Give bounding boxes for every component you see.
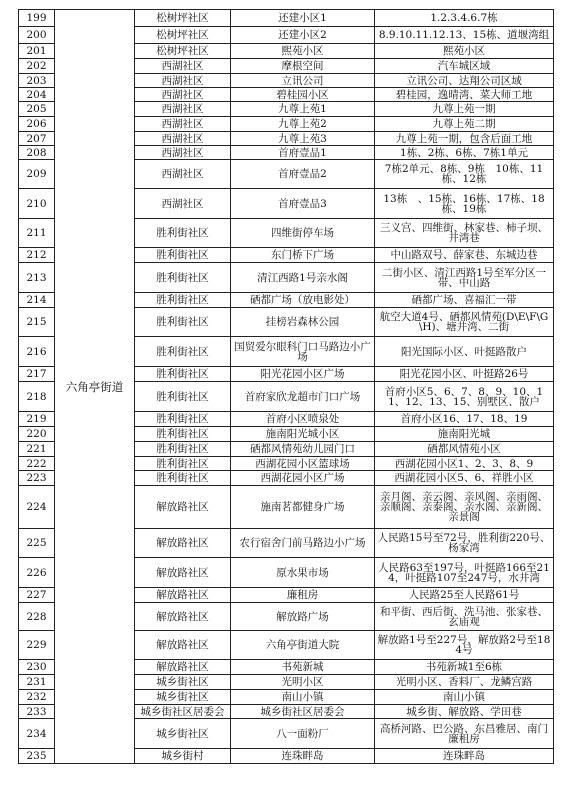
row-site: 首府壹品2 bbox=[231, 160, 375, 189]
row-site: 廉租房 bbox=[231, 588, 375, 603]
row-site: 国贸爱尔眼科门口马路边小广场 bbox=[231, 337, 375, 367]
row-scope: 首府小区16、17、18、19 bbox=[375, 412, 554, 427]
row-community: 城乡街村 bbox=[135, 749, 231, 764]
street-name: 六角亭街道 bbox=[55, 10, 135, 764]
row-community: 胜利街社区 bbox=[135, 308, 231, 337]
row-community: 胜利街社区 bbox=[135, 248, 231, 263]
row-site: 八一面粉厂 bbox=[231, 719, 375, 749]
row-no: 204 bbox=[19, 88, 55, 102]
row-site: 九尊上苑3 bbox=[231, 132, 375, 146]
row-community: 胜利街社区 bbox=[135, 457, 231, 471]
row-no: 221 bbox=[19, 442, 55, 457]
row-scope: 人民路15号至72号，胜利街220号、杨家湾 bbox=[375, 529, 554, 558]
row-community: 胜利街社区 bbox=[135, 337, 231, 367]
row-community: 城乡街社区 bbox=[135, 675, 231, 690]
row-no: 233 bbox=[19, 705, 55, 719]
row-site: 西湖花园小区广场 bbox=[231, 471, 375, 486]
row-community: 胜利街社区 bbox=[135, 263, 231, 293]
row-no: 217 bbox=[19, 367, 55, 382]
row-no: 209 bbox=[19, 160, 55, 189]
row-site: 光明小区 bbox=[231, 675, 375, 690]
row-site: 硒都广场（放电影处） bbox=[231, 293, 375, 308]
row-site: 阳光花园小区广场 bbox=[231, 367, 375, 382]
row-community: 西湖社区 bbox=[135, 189, 231, 219]
row-scope: 光明小区、香料厂、龙鳞宫路 bbox=[375, 675, 554, 690]
row-scope: 人民路63至197号，叶挺路166至214，叶挺路107至247号，水井湾 bbox=[375, 558, 554, 588]
row-community: 西湖社区 bbox=[135, 88, 231, 102]
row-scope: 和平街、西后街、洗马池、张家巷、玄庙观 bbox=[375, 603, 554, 631]
row-scope: 熙苑小区 bbox=[375, 44, 554, 59]
row-community: 西湖社区 bbox=[135, 59, 231, 74]
row-site: 六角亭街道大院 bbox=[231, 631, 375, 660]
row-no: 224 bbox=[19, 486, 55, 529]
row-community: 西湖社区 bbox=[135, 132, 231, 146]
row-site: 碧桂园小区 bbox=[231, 88, 375, 102]
row-no: 219 bbox=[19, 412, 55, 427]
row-no: 206 bbox=[19, 117, 55, 132]
row-community: 西湖社区 bbox=[135, 117, 231, 132]
row-no: 234 bbox=[19, 719, 55, 749]
row-no: 216 bbox=[19, 337, 55, 367]
row-no: 199 bbox=[19, 10, 55, 27]
row-site: 首府家欣龙超市门口广场 bbox=[231, 382, 375, 412]
row-site: 城乡街社区居委会 bbox=[231, 705, 375, 719]
row-site: 四维街停车场 bbox=[231, 219, 375, 248]
row-site: 挂榜岩森林公园 bbox=[231, 308, 375, 337]
row-scope: 城乡街、解放路、学田巷 bbox=[375, 705, 554, 719]
row-no: 208 bbox=[19, 146, 55, 160]
row-scope: 施南阳光城 bbox=[375, 427, 554, 442]
row-site: 清江西路1号亲水阁 bbox=[231, 263, 375, 293]
row-community: 城乡街社区居委会 bbox=[135, 705, 231, 719]
row-site: 施南茗都健身广场 bbox=[231, 486, 375, 529]
row-no: 211 bbox=[19, 219, 55, 248]
row-scope: 九尊上苑一期 bbox=[375, 102, 554, 117]
row-community: 松树坪社区 bbox=[135, 44, 231, 59]
row-no: 225 bbox=[19, 529, 55, 558]
row-no: 228 bbox=[19, 603, 55, 631]
row-community: 胜利街社区 bbox=[135, 293, 231, 308]
row-community: 解放路社区 bbox=[135, 588, 231, 603]
row-site: 熙苑小区 bbox=[231, 44, 375, 59]
row-no: 226 bbox=[19, 558, 55, 588]
row-scope: 1.2.3.4.6.7栋 bbox=[375, 10, 554, 27]
row-no: 232 bbox=[19, 690, 55, 705]
site-table bbox=[18, 9, 554, 764]
row-scope: 南山小镇 bbox=[375, 690, 554, 705]
row-no: 207 bbox=[19, 132, 55, 146]
row-no: 229 bbox=[19, 631, 55, 660]
row-site: 原水果市场 bbox=[231, 558, 375, 588]
row-community: 解放路社区 bbox=[135, 558, 231, 588]
row-site: 农行宿舍门前马路边小广场 bbox=[231, 529, 375, 558]
row-site: 解放路广场 bbox=[231, 603, 375, 631]
row-scope: 九尊上苑二期 bbox=[375, 117, 554, 132]
row-community: 解放路社区 bbox=[135, 660, 231, 675]
row-site: 首府壹品3 bbox=[231, 189, 375, 219]
row-scope: 西湖花园小区1、2、3、8、9 bbox=[375, 457, 554, 471]
row-scope: 立讯公司、达翔公司区域 bbox=[375, 74, 554, 88]
site-table-body bbox=[19, 10, 554, 764]
row-site: 硒都风情苑幼儿园门口 bbox=[231, 442, 375, 457]
row-no: 230 bbox=[19, 660, 55, 675]
row-community: 松树坪社区 bbox=[135, 10, 231, 27]
row-community: 胜利街社区 bbox=[135, 427, 231, 442]
row-scope: 二街小区、清江西路1号至军分区一带、中山路 bbox=[375, 263, 554, 293]
row-no: 218 bbox=[19, 382, 55, 412]
row-scope: 九尊上苑一期，包含后面工地 bbox=[375, 132, 554, 146]
row-scope: 高桥河路、巴公路、东昌雅居、南门廉租房 bbox=[375, 719, 554, 749]
row-community: 胜利街社区 bbox=[135, 442, 231, 457]
row-scope: 亲月阁、亲云阁、亲风阁、亲雨阁、亲顺阁、亲泰阁、亲水阁、亲新阁、亲景阁 bbox=[375, 486, 554, 529]
row-site: 施南阳光城小区 bbox=[231, 427, 375, 442]
table-row bbox=[19, 10, 554, 27]
row-no: 205 bbox=[19, 102, 55, 117]
row-scope: 解放路1号至227号，解放路2号至184号 bbox=[375, 631, 554, 660]
row-community: 西湖社区 bbox=[135, 160, 231, 189]
row-community: 西湖社区 bbox=[135, 74, 231, 88]
row-no: 222 bbox=[19, 457, 55, 471]
row-no: 202 bbox=[19, 59, 55, 74]
row-site: 东门桥下广场 bbox=[231, 248, 375, 263]
row-no: 201 bbox=[19, 44, 55, 59]
row-site: 首府小区喷泉处 bbox=[231, 412, 375, 427]
row-site: 南山小镇 bbox=[231, 690, 375, 705]
row-scope: 13栋 、15栋、16栋、17栋、18栋、19栋 bbox=[375, 189, 554, 219]
row-no: 215 bbox=[19, 308, 55, 337]
row-site: 首府壹品1 bbox=[231, 146, 375, 160]
row-no: 231 bbox=[19, 675, 55, 690]
row-scope: 碧桂园，逸晴湾、菜大师工地 bbox=[375, 88, 554, 102]
row-scope: 7栋2单元、8栋、9栋 10栋、11栋、12栋 bbox=[375, 160, 554, 189]
row-no: 227 bbox=[19, 588, 55, 603]
row-community: 西湖社区 bbox=[135, 102, 231, 117]
row-no: 220 bbox=[19, 427, 55, 442]
row-scope: 人民路25至人民路61号 bbox=[375, 588, 554, 603]
row-no: 214 bbox=[19, 293, 55, 308]
row-scope: 1栋、2栋、6栋、7栋1单元 bbox=[375, 146, 554, 160]
row-site: 九尊上苑2 bbox=[231, 117, 375, 132]
row-scope: 汽车城区域 bbox=[375, 59, 554, 74]
row-site: 西湖花园小区篮球场 bbox=[231, 457, 375, 471]
row-scope: 西湖花园小区5、6、祥胜小区 bbox=[375, 471, 554, 486]
row-site: 立讯公司 bbox=[231, 74, 375, 88]
row-community: 松树坪社区 bbox=[135, 27, 231, 44]
row-scope: 阳光花园小区、叶挺路26号 bbox=[375, 367, 554, 382]
row-community: 解放路社区 bbox=[135, 631, 231, 660]
row-community: 解放路社区 bbox=[135, 486, 231, 529]
row-scope: 首府小区5、6、7、8、9、10、11、12、13、15、别墅区、散户 bbox=[375, 382, 554, 412]
row-site: 连珠畔岛 bbox=[231, 749, 375, 764]
row-community: 胜利街社区 bbox=[135, 219, 231, 248]
row-scope: 三义宫、四维街、林家巷、柿子坝、井湾巷 bbox=[375, 219, 554, 248]
row-community: 胜利街社区 bbox=[135, 382, 231, 412]
row-community: 解放路社区 bbox=[135, 529, 231, 558]
row-site: 还建小区1 bbox=[231, 10, 375, 27]
row-scope: 阳光国际小区、叶挺路散户 bbox=[375, 337, 554, 367]
row-site: 还建小区2 bbox=[231, 27, 375, 44]
row-community: 西湖社区 bbox=[135, 146, 231, 160]
row-scope: 书苑新城1至6栋 bbox=[375, 660, 554, 675]
row-scope: 中山路双号、薛家巷、东城边巷 bbox=[375, 248, 554, 263]
row-site: 书苑新城 bbox=[231, 660, 375, 675]
row-scope: 连珠畔岛 bbox=[375, 749, 554, 764]
row-community: 胜利街社区 bbox=[135, 412, 231, 427]
row-community: 胜利街社区 bbox=[135, 367, 231, 382]
row-no: 212 bbox=[19, 248, 55, 263]
row-scope: 8.9.10.11.12.13、15栋、道堰湾组 bbox=[375, 27, 554, 44]
row-no: 235 bbox=[19, 749, 55, 764]
row-site: 摩根空间 bbox=[231, 59, 375, 74]
row-no: 203 bbox=[19, 74, 55, 88]
row-community: 城乡街社区 bbox=[135, 690, 231, 705]
row-community: 解放路社区 bbox=[135, 603, 231, 631]
row-community: 城乡街社区 bbox=[135, 719, 231, 749]
row-no: 210 bbox=[19, 189, 55, 219]
row-no: 200 bbox=[19, 27, 55, 44]
row-scope: 硒都广场、喜福汇一带 bbox=[375, 293, 554, 308]
row-scope: 硒都风情苑小区 bbox=[375, 442, 554, 457]
row-site: 九尊上苑1 bbox=[231, 102, 375, 117]
row-no: 223 bbox=[19, 471, 55, 486]
row-scope: 航空大道4号、硒都风情苑(D\E\F\G\H)、塘井湾、二街 bbox=[375, 308, 554, 337]
row-community: 胜利街社区 bbox=[135, 471, 231, 486]
row-no: 213 bbox=[19, 263, 55, 293]
